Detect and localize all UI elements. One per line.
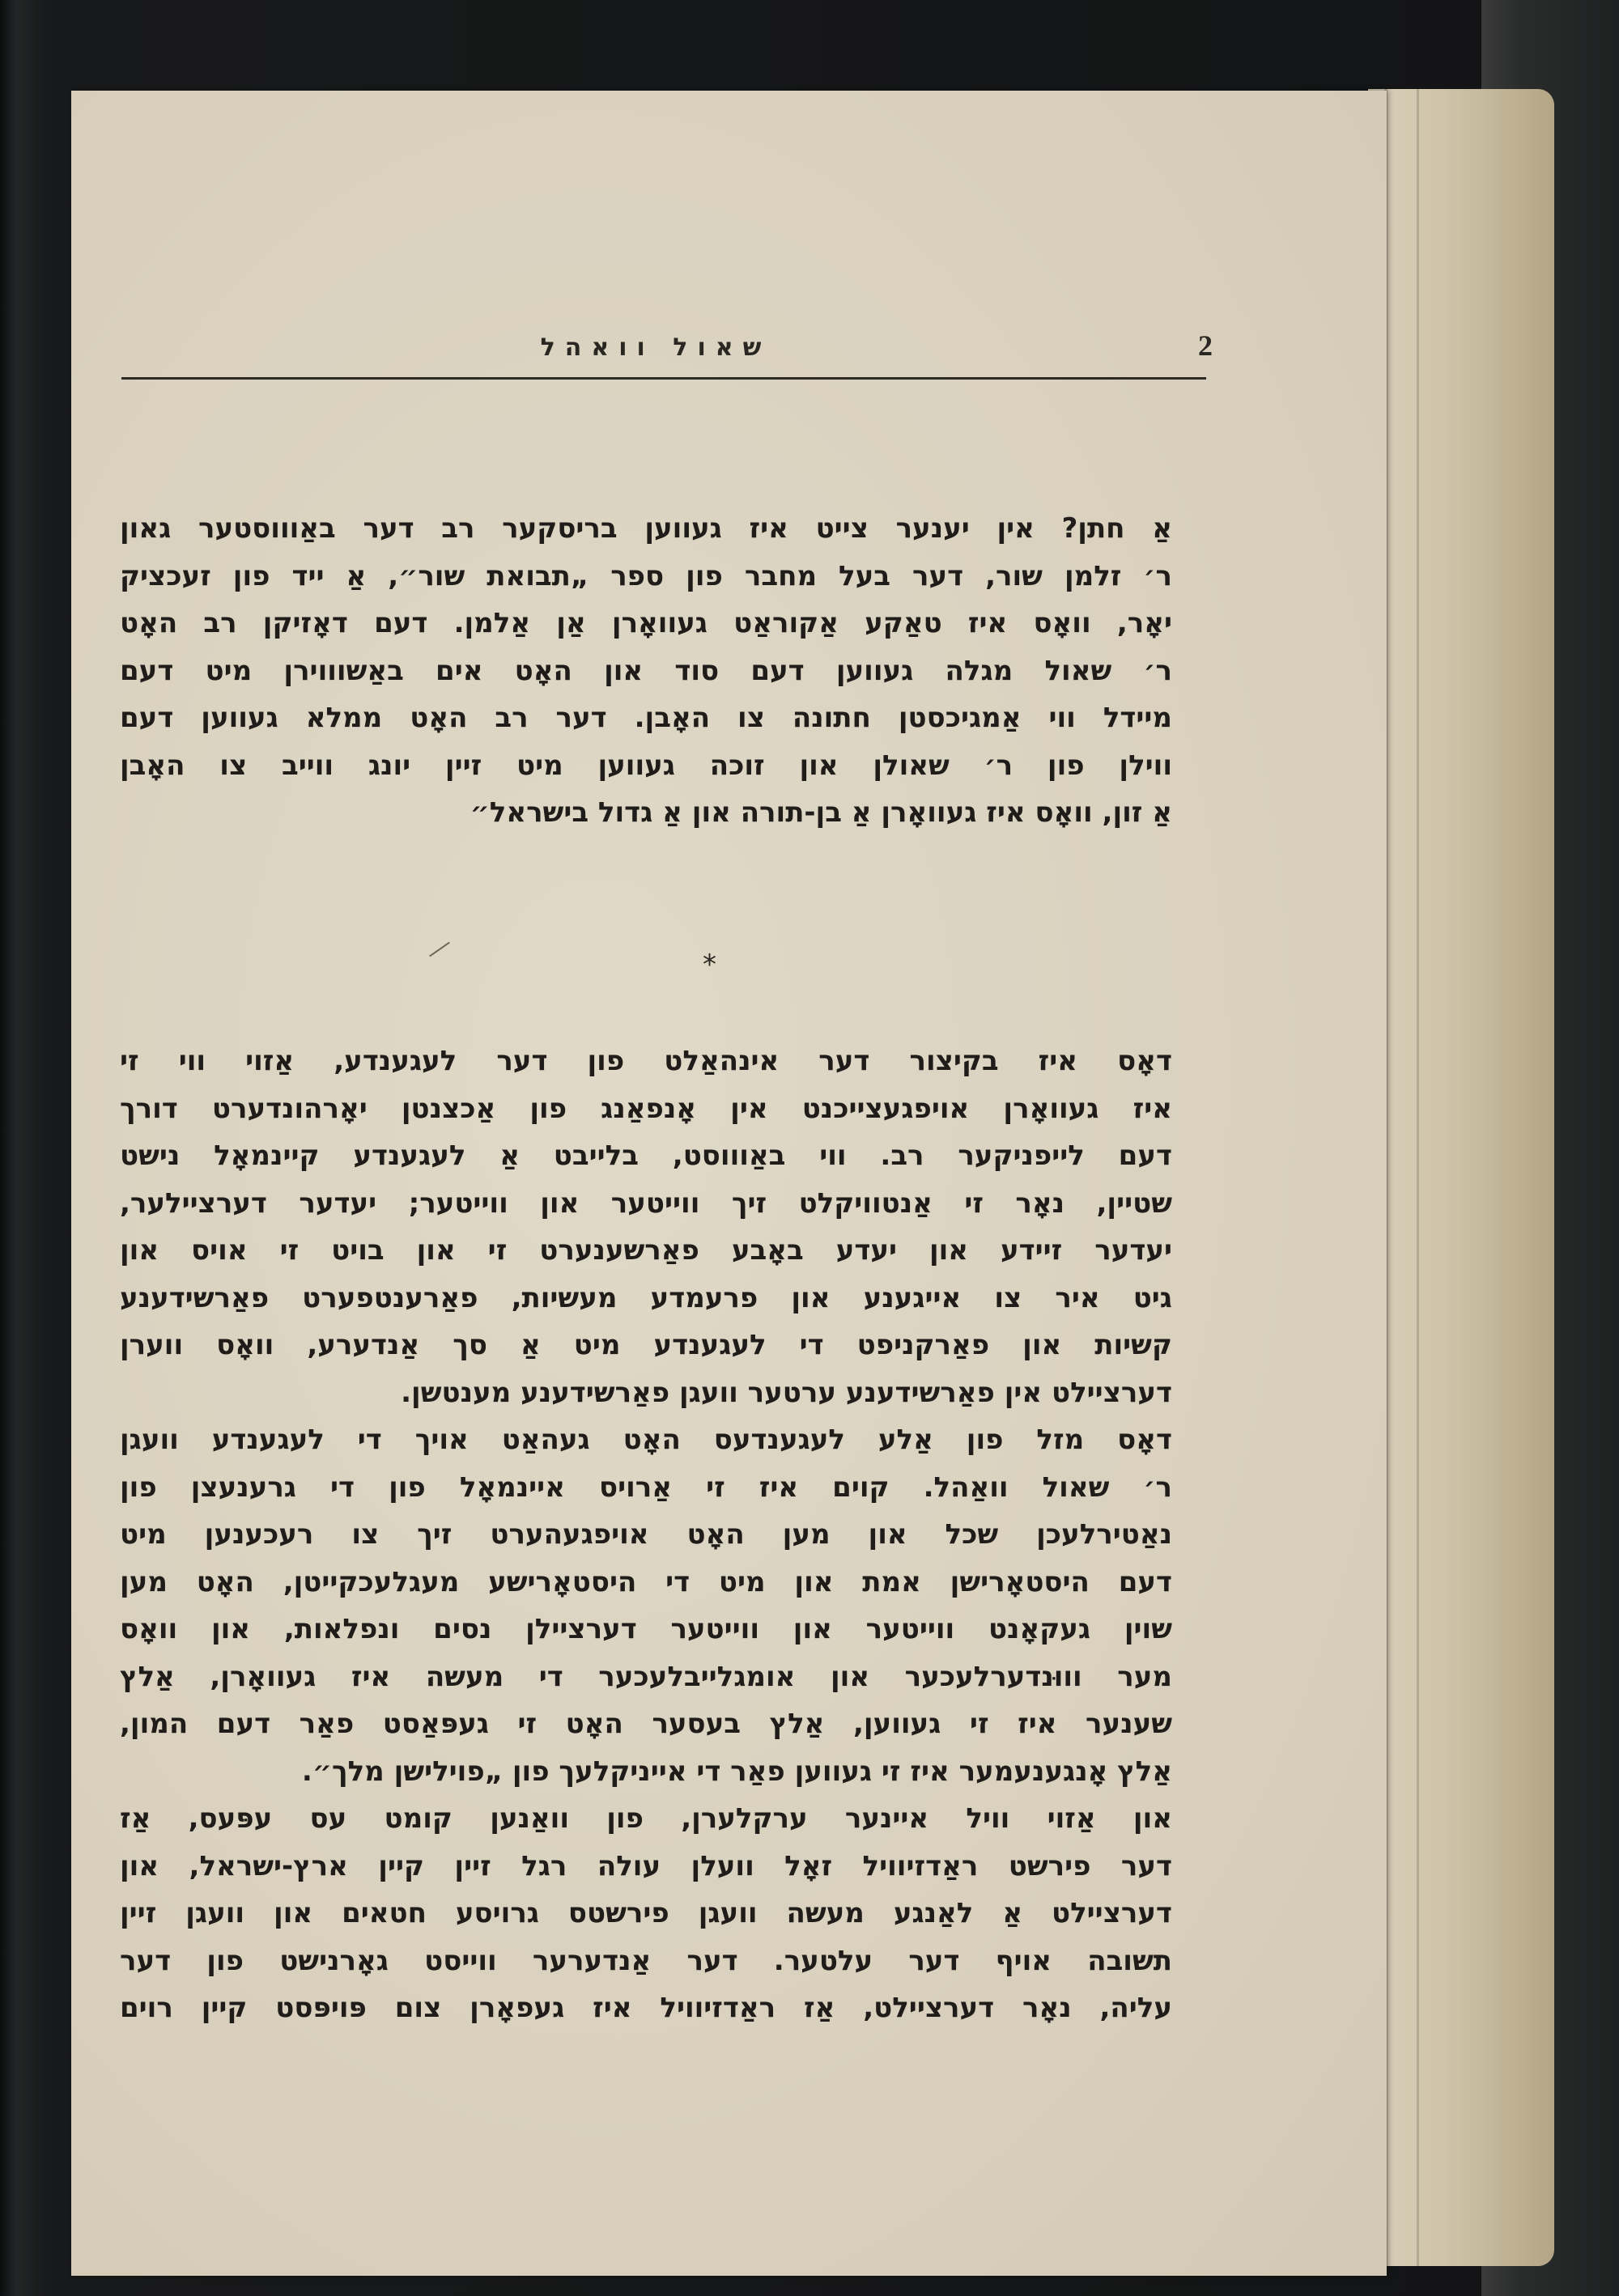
text-line: מיידל ווי אַמגיכסטן חתונה צו האָבן. דער רב האָט ממלא געווען דעם xyxy=(120,702,1172,734)
section-separator: * xyxy=(703,949,716,981)
text-line: און אַזוי וויל איינער ערקלערן, פון וואַנען קומט עס עפּעס, אַז xyxy=(120,1802,1172,1835)
paragraph-b xyxy=(120,1038,1172,2032)
text-line: דערציילט אין פאַרשידענע ערטער וועגן פאַרשידענע מענטשן. xyxy=(401,1376,1172,1409)
book-page xyxy=(71,91,1387,2276)
text-line: דאָס מזל פון אַלע לעגענדעס האָט געהאַט אויך די לעגענדע וועגן xyxy=(120,1424,1172,1456)
page-stack-edge xyxy=(1368,89,1554,2266)
text-line: גיט איר צו אייגענע און פרעמדע מעשיות, פאַרענטפערט פאַרשידענע xyxy=(120,1281,1172,1314)
text-line: שענער איז זי געווען, אַלץ בעסער האָט זי געפּאַסט פאַר דעם המון, xyxy=(120,1708,1172,1740)
paragraph-a xyxy=(120,505,1172,837)
text-line: ר׳ שאול וואַהל. קוים איז זי אַרויס איינמאָל פון די גרענעצן פון xyxy=(120,1471,1172,1504)
text-line: איז געוואָרן אויפגעצייכנט אין אָנפאַנג פון אַכצנטן יאָרהונדערט דורך xyxy=(120,1092,1172,1125)
text-line: דעם היסטאָרישן אמת און מיט די היסטאָרישע מעגלעכקייטן, האָט מען xyxy=(120,1565,1172,1598)
text-line: מער וווּנדערלעכער און אומגלייבלעכער די מעשה איז געוואָרן, אַלץ xyxy=(120,1660,1172,1693)
page-number: 2 xyxy=(1198,329,1213,362)
text-line: דעם לייפניקער רב. ווי באַוווסט, בלייבט אַ לעגענדע קיינמאָל נישט xyxy=(120,1140,1172,1172)
text-line: ר׳ זלמן שור, דער בעל מחבר פון ספר „תבואת שור״, אַ ייד פון זעכציק xyxy=(120,559,1172,592)
text-line: ווילן פון ר׳ שאולן און זוכה געווען מיט זיין יונג ווייב צו האָבן xyxy=(120,749,1172,782)
text-line: קשיות און פאַרקניפט די לעגענדע מיט אַ סך אַנדערע, וואָס ווערן xyxy=(120,1329,1172,1361)
pencil-mark xyxy=(429,942,450,957)
text-line: אַ חתן? אין יענער צייט איז געווען בריסקער רב דער באַוווסטער גאון xyxy=(120,512,1172,545)
text-line: שטיין, נאָר זי אַנטוויקלט זיך ווייטער און ווייטער; יעדער דערציילער, xyxy=(120,1186,1172,1220)
header-rule xyxy=(121,377,1206,380)
text-line: אַלץ אָנגענעמער איז זי געווען פאַר די אייניקלעך פון „פוילישן מלך״. xyxy=(301,1755,1172,1788)
text-line: עליה, נאָר דערציילט, אַז ראַדזיוויל איז געפאָרן צום פּויפּסט קיין רוים xyxy=(120,1992,1172,2024)
text-line: יעדער זיידע און יעדע באָבע פאַרשענערט זי און בויט זי אויס און xyxy=(120,1234,1172,1267)
text-line: תשובה אויף דער עלטער. דער אַנדערער ווייסט גאָרנישט פון דער xyxy=(120,1944,1172,1977)
text-line: אַ זון, וואָס איז געוואָרן אַ בן-תורה און אַ גדול בישראל״ xyxy=(470,796,1172,829)
text-line: שוין געקאָנט ווייטער און ווייטער דערציילן נסים ונפלאות, און וואָס xyxy=(120,1613,1172,1645)
text-line: יאָר, וואָס איז טאַקע אַקוראַט געוואָרן אַן אַלמן. דעם דאָזיקן רב האָט xyxy=(120,607,1172,639)
page-header xyxy=(121,329,1213,414)
text-line: דער פירשט ראַדזיוויל זאָל וועלן עולה רגל זיין קיין ארץ-ישראל, און xyxy=(120,1849,1172,1882)
text-line: נאַטירלעכן שכל און מען האָט אויפגעהערט זיך צו רעכענען מיט xyxy=(120,1518,1172,1551)
text-line: ר׳ שאול מגלה געווען דעם סוד און האָט אים באַשוווירן מיט דעם xyxy=(120,654,1172,687)
running-title: שאול וואהל xyxy=(540,333,771,362)
text-line: דערציילט אַ לאַנגע מעשה וועגן פירשטס גרויסע חטאים און וועגן זיין xyxy=(120,1897,1172,1929)
text-line: דאָס איז בקיצור דער אינהאַלט פון דער לעגענדע, אַזוי ווי זי xyxy=(120,1045,1172,1077)
